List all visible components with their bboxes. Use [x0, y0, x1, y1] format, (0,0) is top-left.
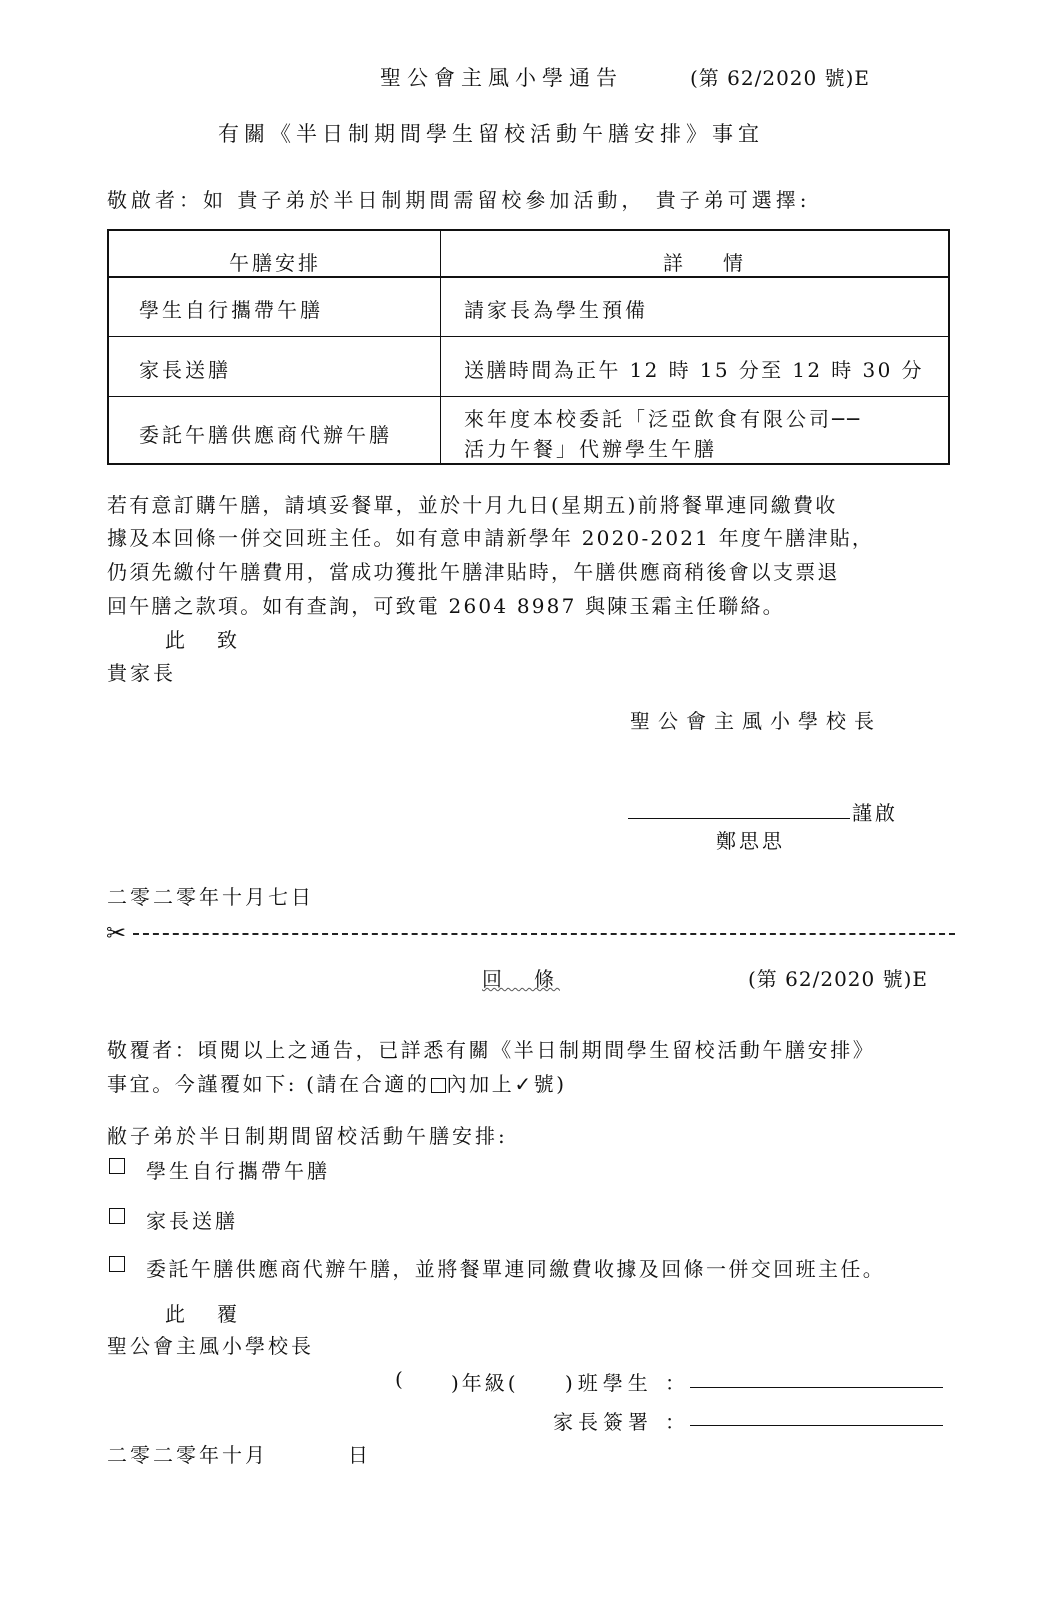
body-line: 據及本回條一併交回班主任。如有意申請新學年 2020-2021 年度午膳津貼， [107, 526, 875, 550]
principal-name: 鄭思思 [716, 829, 785, 853]
notice-number: (第 62/2020 號)E [690, 66, 871, 90]
option-checkbox[interactable] [109, 1256, 125, 1272]
table-cell: 家長送膳 [139, 358, 231, 382]
parent-colon: ： [665, 1410, 688, 1434]
reply-date: 二零二零年十月 [107, 1443, 268, 1467]
option-label: 委託午膳供應商代辦午膳，並將餐單連同繳費收據及回條一併交回班主任。 [146, 1257, 886, 1281]
principal-title: 聖公會主風小學校長 [630, 709, 882, 733]
body-line: 若有意訂購午膳，請填妥餐單，並於十月九日(星期五)前將餐單連同繳費收 [107, 493, 838, 517]
cut-line [133, 933, 955, 935]
lunch-arrangement-table [107, 229, 950, 465]
checkbox-sample-icon [431, 1078, 446, 1093]
student-name-field[interactable] [690, 1387, 943, 1388]
school-notice-title: 聖公會主風小學通告 [380, 66, 623, 90]
option-label: 學生自行攜帶午膳 [146, 1159, 330, 1183]
table-header-arrangement: 午膳安排 [229, 251, 321, 275]
grade-label: )年級( [451, 1371, 519, 1395]
table-cell: 請家長為學生預備 [464, 298, 648, 322]
student-label: )班學生 [565, 1371, 653, 1395]
table-cell: 來年度本校委託「泛亞飲食有限公司── [464, 407, 863, 431]
jin-qi: 謹啟 [852, 801, 898, 825]
table-cell: 活力午餐」代辦學生午膳 [464, 437, 717, 461]
reply-slip-title: 回 條 [482, 967, 560, 991]
reply-day: 日 [348, 1443, 371, 1467]
body-line: 仍須先繳付午膳費用，當成功獲批午膳津貼時，午膳供應商稍後會以支票退 [107, 560, 840, 584]
checkmark-icon: ✓ [514, 1072, 534, 1096]
class-open-paren: ( [395, 1367, 406, 1391]
parent-signature-field[interactable] [690, 1425, 943, 1426]
reply-line-2-text: 號) [533, 1072, 567, 1096]
reply-recipient: 聖公會主風小學校長 [107, 1334, 314, 1358]
student-colon: ： [665, 1371, 688, 1395]
reply-line-1: 敬覆者：頃閱以上之通告，已詳悉有關《半日制期間學生留校活動午膳安排》 [107, 1038, 876, 1062]
options-intro: 敝子弟於半日制期間留校活動午膳安排: [107, 1124, 508, 1148]
intro-line: 敬啟者：如 貴子弟於半日制期間需留校參加活動， 貴子弟可選擇: [107, 188, 811, 212]
reply-line-2-text: 內加上 [446, 1072, 515, 1096]
closing-recipient: 貴家長 [107, 661, 176, 685]
table-header-details: 詳 情 [663, 251, 753, 275]
option-checkbox[interactable] [109, 1158, 125, 1174]
option-label: 家長送膳 [146, 1209, 238, 1233]
notice-subject: 有關《半日制期間學生留校活動午膳安排》事宜 [218, 122, 764, 146]
scissors-icon: ✂ [106, 919, 127, 947]
notice-date: 二零二零年十月七日 [107, 885, 314, 909]
signature-line [628, 818, 850, 819]
reply-notice-number: (第 62/2020 號)E [748, 967, 929, 991]
reply-line-2 [107, 1068, 567, 1097]
closing-ci-fu: 此 覆 [165, 1302, 243, 1326]
reply-line-2-text: 事宜。今謹覆如下: (請在合適的 [107, 1072, 430, 1096]
table-cell: 委託午膳供應商代辦午膳 [139, 423, 392, 447]
parent-signature-label: 家長簽署 [553, 1410, 653, 1434]
option-checkbox[interactable] [109, 1208, 125, 1224]
body-line: 回午膳之款項。如有查詢，可致電 2604 8987 與陳玉霜主任聯絡。 [107, 594, 785, 618]
closing-ci-zhi: 此 致 [165, 628, 243, 652]
table-cell: 學生自行攜帶午膳 [139, 298, 323, 322]
table-cell: 送膳時間為正午 12 時 15 分至 12 時 30 分 [464, 358, 924, 382]
